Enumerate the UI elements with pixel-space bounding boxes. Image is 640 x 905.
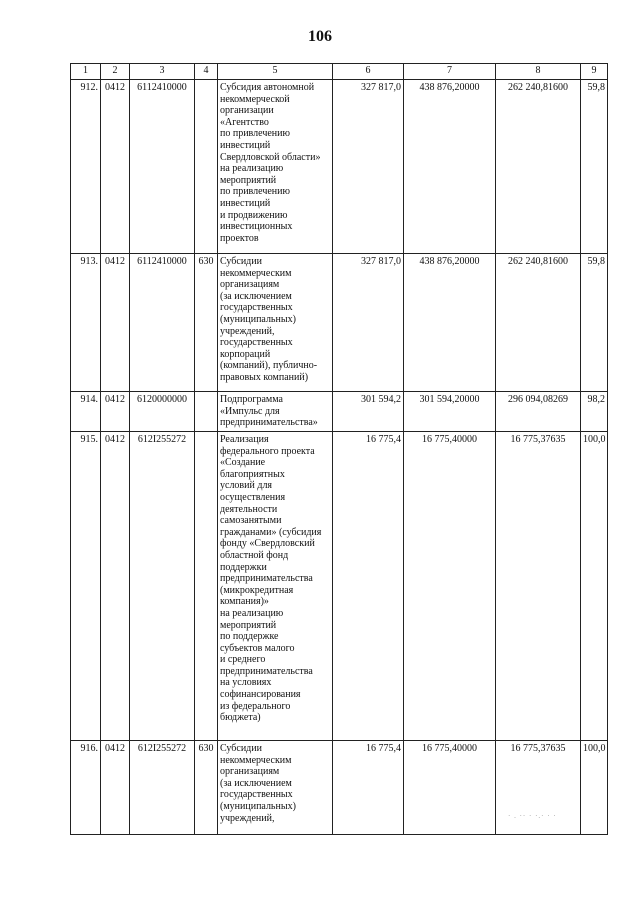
table-row — [71, 741, 608, 835]
item-name: Субсидии некоммерческим организациям (за исключением государственных (муниципальных) учреждений, — [218, 741, 333, 835]
amended-amount: 16 775,40000 — [404, 741, 496, 835]
execution-percent: 100,0 — [581, 432, 608, 741]
executed-amount: 16 775,37635 — [496, 432, 581, 741]
section-code: 0412 — [101, 80, 130, 254]
plan-amount: 16 775,4 — [333, 741, 404, 835]
row-number: 914. — [71, 392, 101, 432]
column-header: 5 — [218, 64, 333, 80]
column-header: 1 — [71, 64, 101, 80]
executed-amount: 16 775,37635 — [496, 741, 581, 835]
amended-amount: 301 594,20000 — [404, 392, 496, 432]
row-number: 912. — [71, 80, 101, 254]
execution-percent: 100,0 — [581, 741, 608, 835]
item-name: Субсидии некоммерческим организациям (за исключением государственных (муниципальных) учреждений, государственных корпораций (компаний), публично- правовых компаний) — [218, 254, 333, 392]
item-name: Реализация федерального проекта «Создание благоприятных условий для осуществления деятельности самозанятыми гражданами» (субсидия фонду «Свердловский областной фонд поддержки предпринимательства (микрокредитная компания)» на реализацию мероприятий по поддержке субъектов малого и среднего предпринимательства на условиях софинансирования из федерального бюджета) — [218, 432, 333, 741]
header-row — [71, 64, 608, 80]
item-name: Подпрограмма «Импульс для предпринимательства» — [218, 392, 333, 432]
budget-table — [70, 63, 608, 835]
item-name: Субсидия автономной некоммерческой организации «Агентство по привлечению инвестиций Свердловской области» на реализацию мероприятий по привлечению инвестиций и продвижению инвестиционных проектов — [218, 80, 333, 254]
execution-percent: 59,8 — [581, 80, 608, 254]
amended-amount: 438 876,20000 — [404, 80, 496, 254]
execution-percent: 98,2 — [581, 392, 608, 432]
section-code: 0412 — [101, 392, 130, 432]
target-code: 612I255272 — [130, 741, 195, 835]
section-code: 0412 — [101, 432, 130, 741]
target-code: 6120000000 — [130, 392, 195, 432]
row-number: 916. — [71, 741, 101, 835]
expense-type: 630 — [195, 741, 218, 835]
plan-amount: 327 817,0 — [333, 80, 404, 254]
column-header: 4 — [195, 64, 218, 80]
table-row — [71, 80, 608, 254]
column-header: 3 — [130, 64, 195, 80]
target-code: 6112410000 — [130, 80, 195, 254]
table-body — [71, 80, 608, 835]
page-number: 106 — [308, 28, 332, 45]
section-code: 0412 — [101, 254, 130, 392]
table-header — [71, 64, 608, 80]
plan-amount: 301 594,2 — [333, 392, 404, 432]
section-code: 0412 — [101, 741, 130, 835]
table-row — [71, 392, 608, 432]
plan-amount: 16 775,4 — [333, 432, 404, 741]
executed-amount: 296 094,08269 — [496, 392, 581, 432]
target-code: 612I255272 — [130, 432, 195, 741]
executed-amount: 262 240,81600 — [496, 254, 581, 392]
column-header: 7 — [404, 64, 496, 80]
target-code: 6112410000 — [130, 254, 195, 392]
expense-type: 630 — [195, 254, 218, 392]
column-header: 2 — [101, 64, 130, 80]
plan-amount: 327 817,0 — [333, 254, 404, 392]
expense-type — [195, 432, 218, 741]
expense-type — [195, 392, 218, 432]
table-row — [71, 432, 608, 741]
expense-type — [195, 80, 218, 254]
column-header: 8 — [496, 64, 581, 80]
table-row — [71, 254, 608, 392]
row-number: 915. — [71, 432, 101, 741]
row-number: 913. — [71, 254, 101, 392]
scan-noise: · . ·· · ·.· · · — [508, 812, 557, 820]
executed-amount: 262 240,81600 — [496, 80, 581, 254]
execution-percent: 59,8 — [581, 254, 608, 392]
column-header: 9 — [581, 64, 608, 80]
amended-amount: 16 775,40000 — [404, 432, 496, 741]
amended-amount: 438 876,20000 — [404, 254, 496, 392]
column-header: 6 — [333, 64, 404, 80]
